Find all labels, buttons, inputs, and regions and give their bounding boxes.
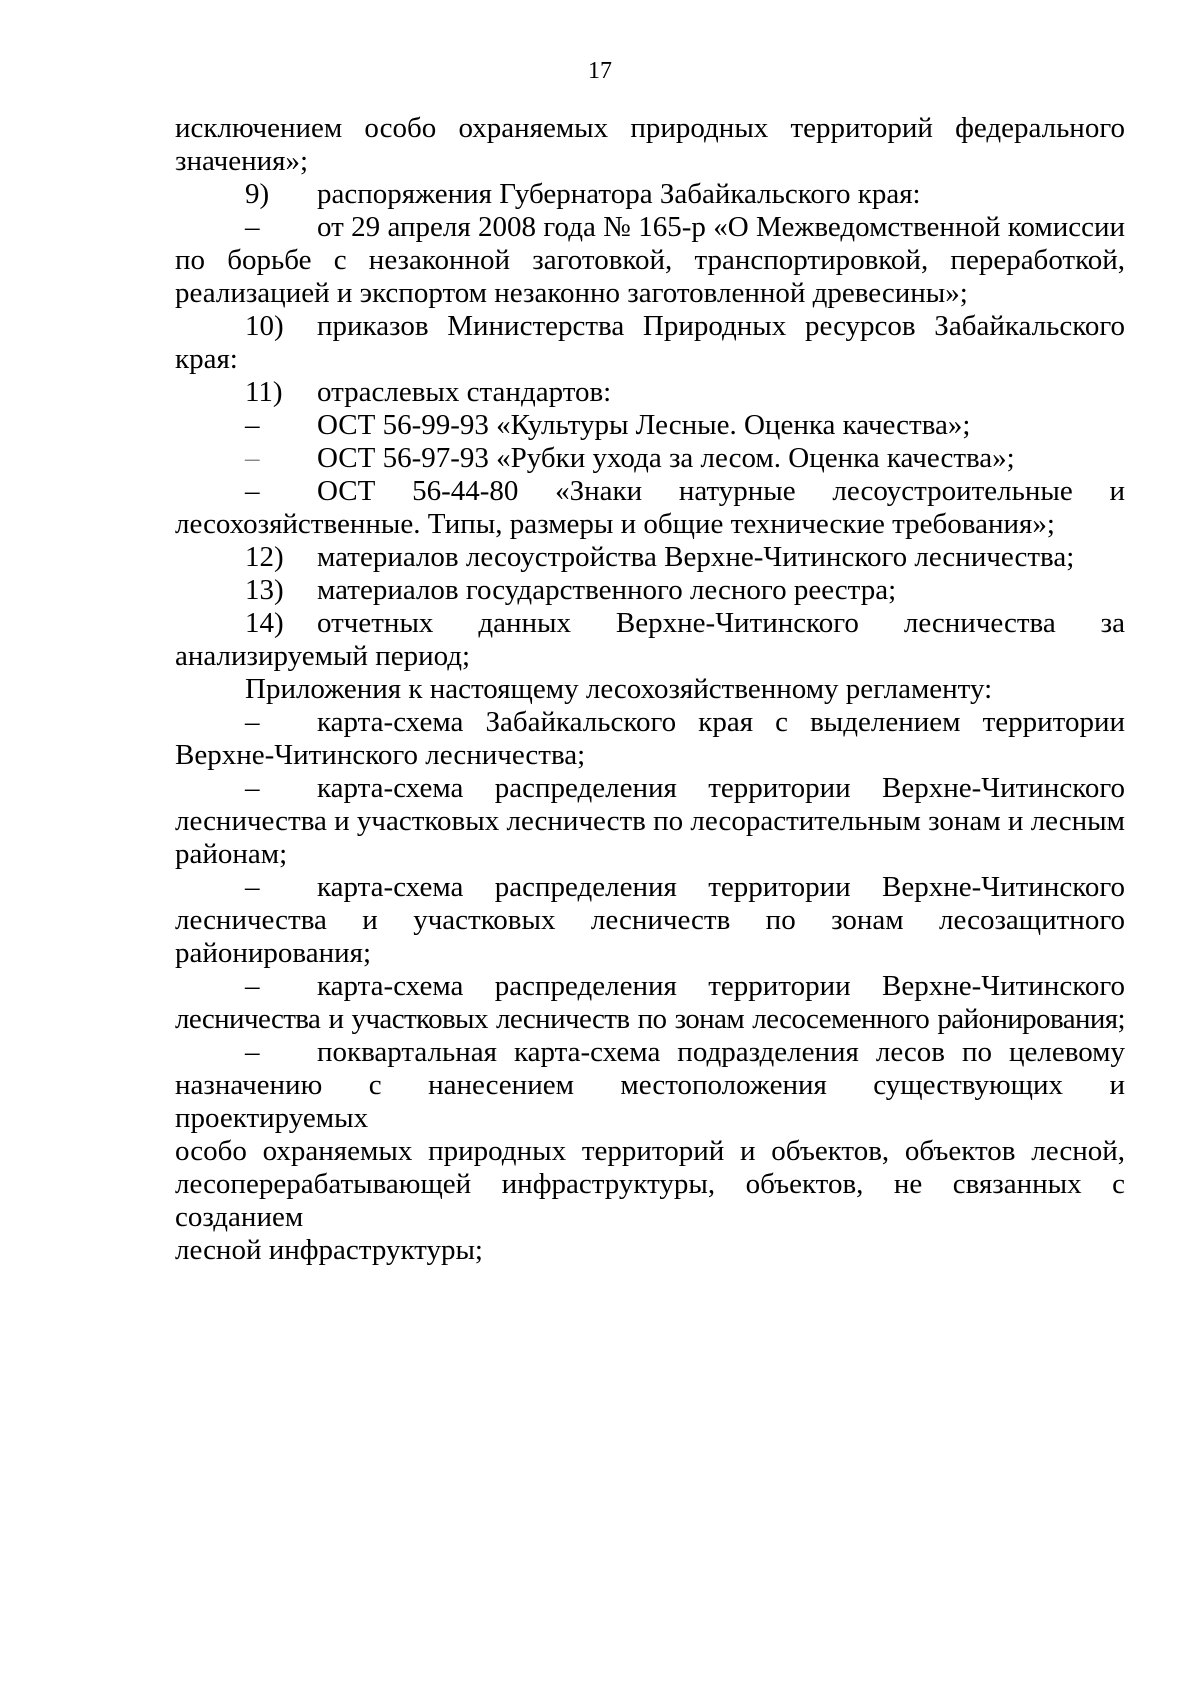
- text-line: значения»;: [175, 145, 309, 177]
- appendix-item: [175, 772, 1125, 805]
- list-number: 12): [245, 541, 284, 573]
- dash-item: [175, 475, 1125, 508]
- text-line: районирования;: [175, 937, 372, 969]
- dash-item: [175, 442, 1125, 475]
- text-line: края:: [175, 343, 238, 375]
- list-item-text: материалов государственного лесного реестра;: [317, 574, 897, 606]
- dash-item: [175, 409, 1125, 442]
- list-item-12: [175, 541, 1125, 574]
- list-number: 10): [245, 310, 284, 342]
- dash-marker: –: [245, 970, 260, 1002]
- dash-item-text: ОСТ 56-97-93 «Рубки ухода за лесом. Оценка качества»;: [317, 442, 1015, 474]
- appendix-intro: Приложения к настоящему лесохозяйственному регламенту:: [245, 673, 993, 705]
- text-line: лесничества и участковых лесничеств по зонам лесозащитного: [175, 904, 1125, 936]
- dash-item-text: от 29 апреля 2008 года № 165-р «О Межведомственной комиссии: [317, 211, 1125, 243]
- dash-marker: –: [245, 409, 260, 441]
- text-line: Верхне-Читинского лесничества;: [175, 739, 586, 771]
- text-line: анализируемый период;: [175, 640, 471, 672]
- list-item-text: материалов лесоустройства Верхне-Читинского лесничества;: [317, 541, 1075, 573]
- dash-marker: –: [245, 772, 260, 804]
- appendix-item-text: карта-схема распределения территории Верхне-Читинского: [317, 871, 1125, 903]
- list-number: 9): [245, 178, 270, 210]
- dash-item-text: ОСТ 56-99-93 «Культуры Лесные. Оценка качества»;: [317, 409, 971, 441]
- appendix-item: [175, 871, 1125, 904]
- appendix-item-text: карта-схема Забайкальского края с выделением территории: [317, 706, 1125, 738]
- document-body: [175, 112, 1125, 1267]
- text-line: назначению с нанесением местоположения существующих и проектируемых: [175, 1069, 1125, 1134]
- list-number: 13): [245, 574, 284, 606]
- list-item-text: распоряжения Губернатора Забайкальского края:: [317, 178, 921, 210]
- appendix-item: [175, 1036, 1125, 1069]
- text-line: районам;: [175, 838, 288, 870]
- list-item-9: [175, 178, 1125, 211]
- list-item-14: [175, 607, 1125, 640]
- text-line: лесохозяйственные. Типы, размеры и общие технические требования»;: [175, 508, 1055, 540]
- text-line: по борьбе с незаконной заготовкой, транспортировкой, переработкой,: [175, 244, 1125, 276]
- text-line: лесничества и участковых лесничеств по лесорастительным зонам и лесным: [175, 805, 1125, 837]
- list-item-10: [175, 310, 1125, 343]
- dash-marker: –: [245, 706, 260, 738]
- list-item-11: [175, 376, 1125, 409]
- list-item-text: отчетных данных Верхне-Читинского лесничества за: [317, 607, 1125, 639]
- dash-marker: –: [245, 442, 260, 474]
- dash-item-text: ОСТ 56-44-80 «Знаки натурные лесоустроительные и: [317, 475, 1125, 507]
- dash-marker: –: [245, 1036, 260, 1068]
- dash-marker: –: [245, 211, 260, 243]
- appendix-item: [175, 706, 1125, 739]
- appendix-item-text: карта-схема распределения территории Верхне-Читинского: [317, 970, 1125, 1002]
- text-line: реализацией и экспортом незаконно заготовленной древесины»;: [175, 277, 968, 309]
- list-item-text: приказов Министерства Природных ресурсов Забайкальского: [317, 310, 1125, 342]
- list-number: 11): [245, 376, 283, 408]
- dash-marker: –: [245, 871, 260, 903]
- dash-item: [175, 211, 1125, 244]
- list-item-13: [175, 574, 1125, 607]
- list-number: 14): [245, 607, 284, 639]
- text-line: лесной инфраструктуры;: [175, 1234, 483, 1266]
- appendix-item: [175, 970, 1125, 1003]
- text-line: исключением особо охраняемых природных территорий федерального: [175, 112, 1125, 144]
- appendix-item-text: поквартальная карта-схема подразделения лесов по целевому: [317, 1036, 1125, 1068]
- list-item-text: отраслевых стандартов:: [317, 376, 612, 408]
- text-line: особо охраняемых природных территорий и объектов, объектов лесной,: [175, 1135, 1125, 1167]
- text-line: лесоперерабатывающей инфраструктуры, объектов, не связанных с созданием: [175, 1168, 1125, 1233]
- appendix-item-text: карта-схема распределения территории Верхне-Читинского: [317, 772, 1125, 804]
- page-number: 17: [588, 58, 612, 84]
- dash-marker: –: [245, 475, 260, 507]
- text-line: лесничества и участковых лесничеств по зонам лесосеменного районирования;: [175, 1003, 1125, 1035]
